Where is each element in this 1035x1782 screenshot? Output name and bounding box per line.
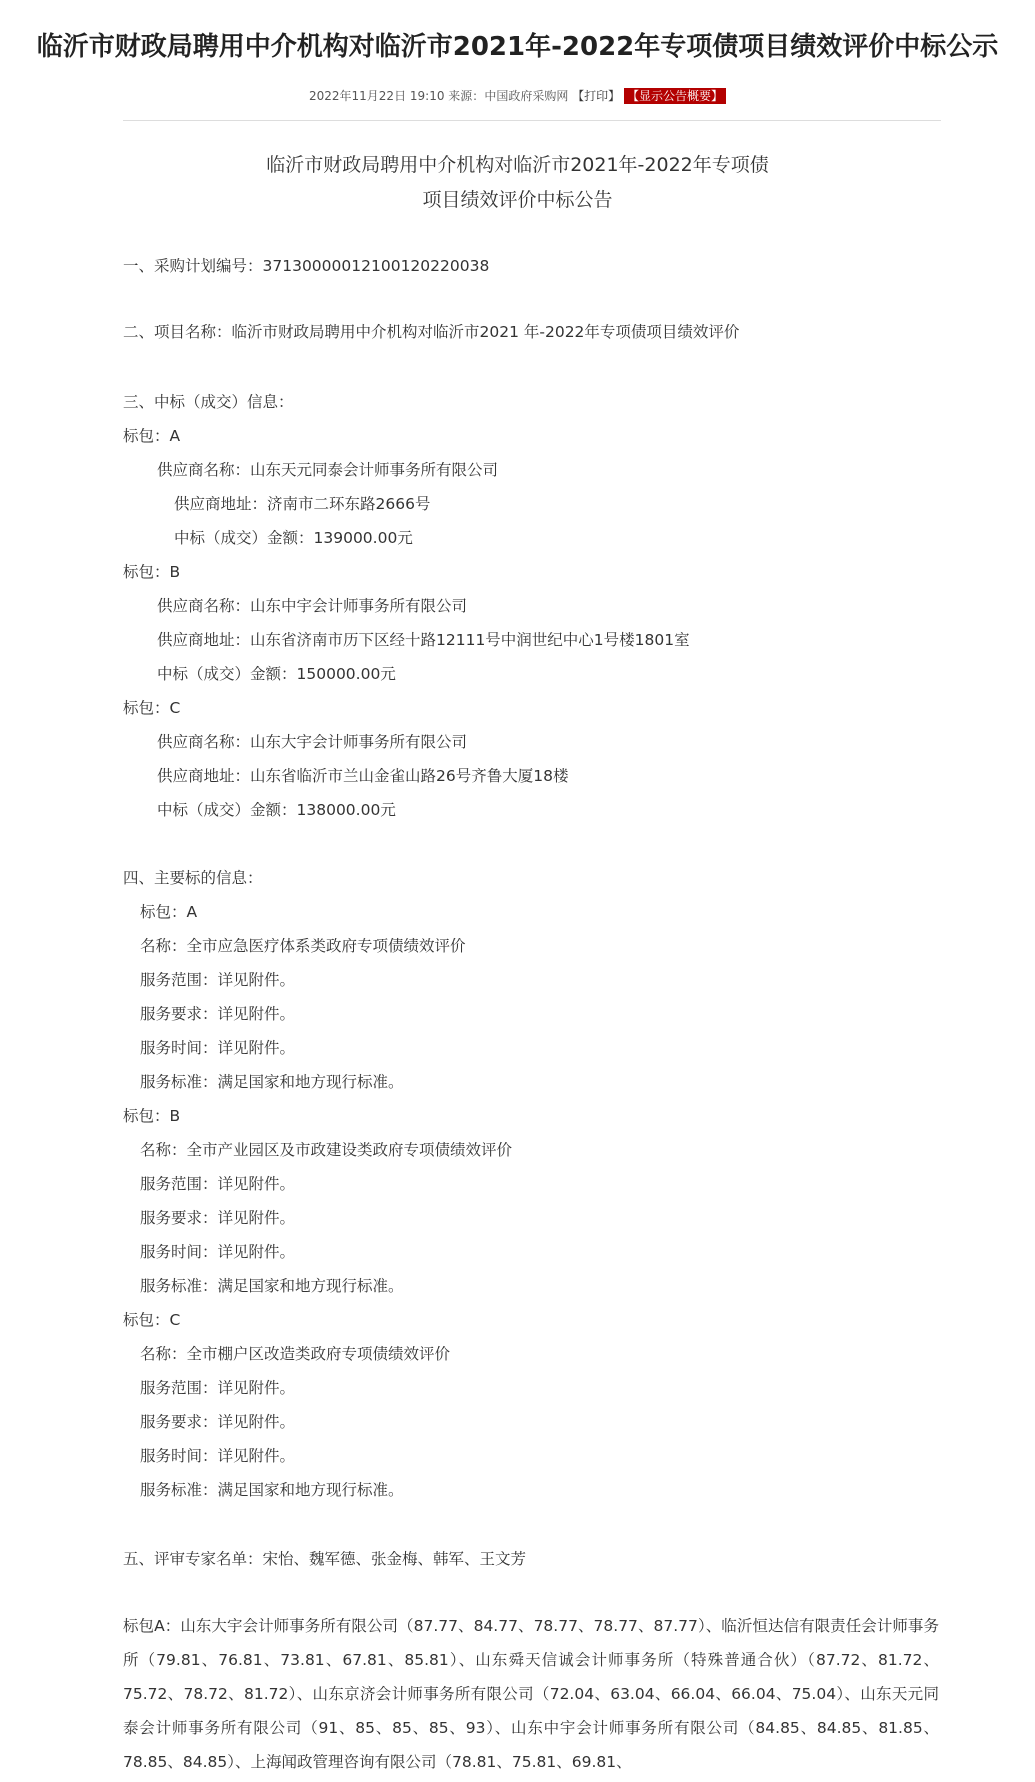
main-lot-a-name: 名称：全市应急医疗体系类政府专项债绩效评价	[140, 937, 466, 955]
main-lot-c-scope: 服务范围：详见附件。	[140, 1379, 296, 1397]
main-lot-a-heading: 标包：A	[140, 903, 198, 921]
main-lot-a-scope: 服务范围：详见附件。	[140, 971, 296, 989]
award-lot-c-heading: 标包：C	[123, 699, 181, 717]
award-lot-a-supplier: 供应商名称：山东天元同泰会计师事务所有限公司	[157, 461, 499, 479]
plan-number: 一、采购计划编号：37130000012100120220038	[123, 257, 490, 275]
main-lot-a-time: 服务时间：详见附件。	[140, 1039, 296, 1057]
source-name: 中国政府采购网	[484, 89, 569, 103]
main-lot-b-scope: 服务范围：详见附件。	[140, 1175, 296, 1193]
meta-line	[0, 87, 1035, 104]
award-lot-a-amount: 中标（成交）金额：139000.00元	[174, 529, 413, 547]
award-lot-b-address: 供应商地址：山东省济南市历下区经十路12111号中润世纪中心1号楼1801室	[157, 631, 690, 649]
main-lot-b-standard: 服务标准：满足国家和地方现行标准。	[140, 1277, 404, 1295]
award-lot-c-amount: 中标（成交）金额：138000.00元	[157, 801, 396, 819]
award-lot-a-address: 供应商地址：济南市二环东路2666号	[174, 495, 431, 513]
page-title: 临沂市财政局聘用中介机构对临沂市2021年-2022年专项债项目绩效评价中标公示	[36, 32, 999, 62]
main-lot-b-requirement: 服务要求：详见附件。	[140, 1209, 296, 1227]
document-heading-line-2: 项目绩效评价中标公告	[422, 189, 613, 211]
main-lot-b-time: 服务时间：详见附件。	[140, 1243, 296, 1261]
award-info-heading: 三、中标（成交）信息：	[123, 393, 294, 411]
award-lot-c-supplier: 供应商名称：山东大宇会计师事务所有限公司	[157, 733, 468, 751]
main-lot-c-time: 服务时间：详见附件。	[140, 1447, 296, 1465]
experts-list: 五、评审专家名单：宋怡、魏军德、张金梅、韩军、王文芳	[123, 1550, 527, 1568]
show-summary-button[interactable]: 【显示公告概要】	[624, 88, 726, 104]
main-lot-b-name: 名称：全市产业园区及市政建设类政府专项债绩效评价	[140, 1141, 513, 1159]
print-link[interactable]: 【打印】	[572, 89, 621, 103]
main-lot-c-standard: 服务标准：满足国家和地方现行标准。	[140, 1481, 404, 1499]
publish-date: 2022年11月22日 19:10	[308, 89, 445, 103]
award-lot-b-supplier: 供应商名称：山东中宇会计师事务所有限公司	[157, 597, 468, 615]
source-label: 来源：	[448, 89, 485, 103]
project-name: 二、项目名称：临沂市财政局聘用中介机构对临沂市2021 年-2022年专项债项目绩效评价	[123, 323, 740, 341]
divider	[123, 120, 941, 121]
main-lot-a-requirement: 服务要求：详见附件。	[140, 1005, 296, 1023]
award-lot-b-amount: 中标（成交）金额：150000.00元	[157, 665, 396, 683]
main-lot-c-requirement: 服务要求：详见附件。	[140, 1413, 296, 1431]
main-lot-c-heading: 标包：C	[123, 1311, 181, 1329]
document-heading-line-1: 临沂市财政局聘用中介机构对临沂市2021年-2022年专项债	[266, 154, 769, 176]
scores-paragraph: 标包A：山东大宇会计师事务所有限公司（87.77、84.77、78.77、78.77、87.77）、临沂恒达信有限责任会计师事务所（79.81、76.81、73.81、67.81、85.81）、山东舜天信诚会计师事务所（特殊普通合伙）（87.72、81.72、75.72、78.72、81.72）、山东京济会计师事务所有限公司（72.04、63.04、66.04、66.04、75.04）、山东天元同泰会计师事务所有限公司（91、85、85、85、93）、山东中宇会计师事务所有限公司（84.85、84.85、81.85、78.85、84.85）、上海闻政管理咨询有限公司（78.81、75.81、69.81、	[123, 1617, 939, 1771]
main-lot-a-standard: 服务标准：满足国家和地方现行标准。	[140, 1073, 404, 1091]
main-lot-c-name: 名称：全市棚户区改造类政府专项债绩效评价	[140, 1345, 451, 1363]
main-lot-b-heading: 标包：B	[123, 1107, 181, 1125]
main-info-heading: 四、主要标的信息：	[123, 869, 263, 887]
award-lot-a-heading: 标包：A	[123, 427, 181, 445]
document-heading	[0, 148, 1035, 218]
award-lot-b-heading: 标包：B	[123, 563, 181, 581]
award-lot-c-address: 供应商地址：山东省临沂市兰山金雀山路26号齐鲁大厦18楼	[157, 767, 569, 785]
